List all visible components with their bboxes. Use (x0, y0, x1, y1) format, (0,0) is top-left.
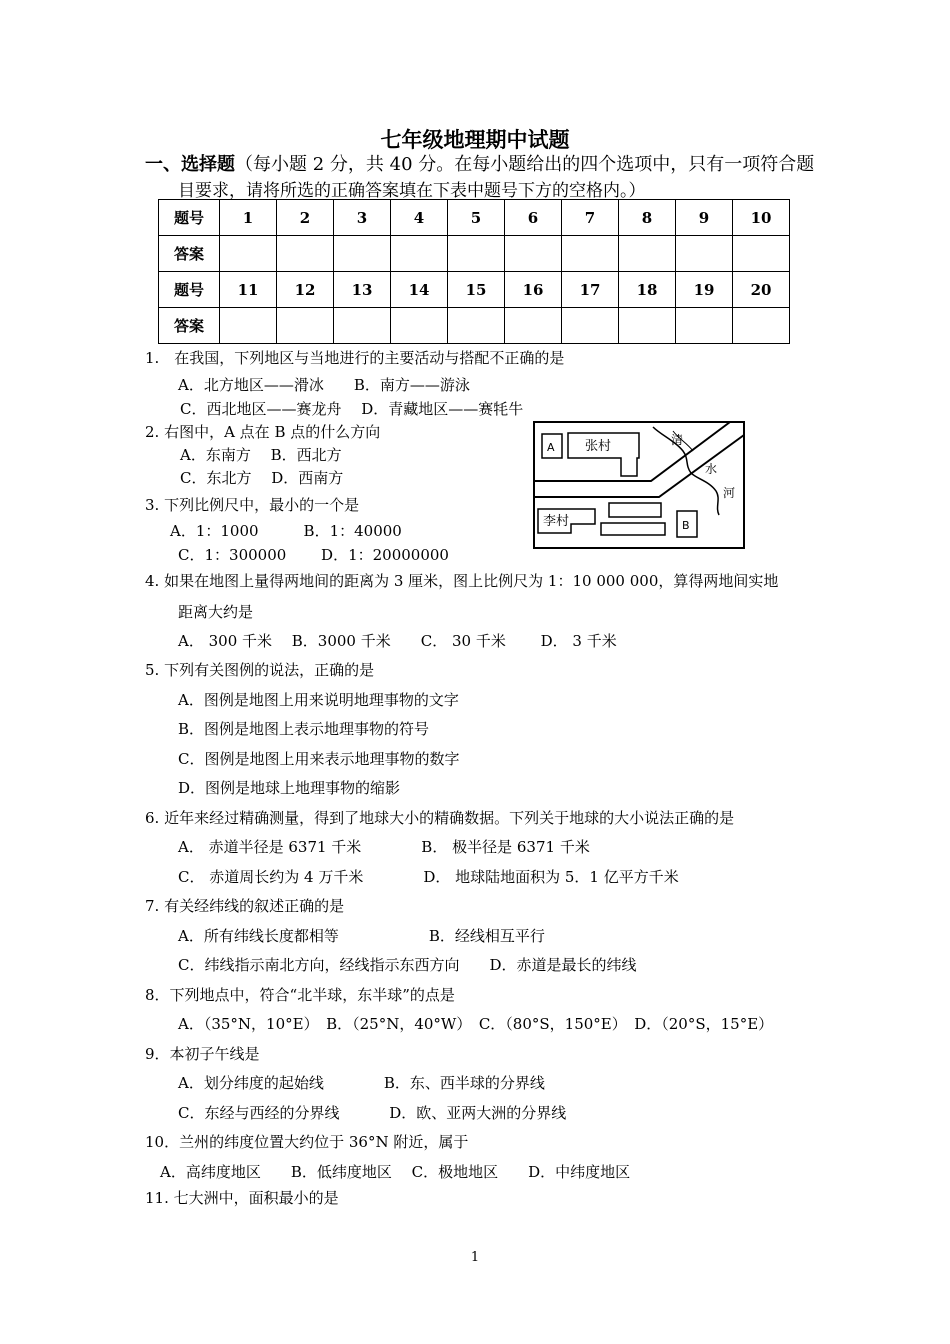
question-3-options-1: A．1：1000 B．1：40000 (170, 522, 402, 540)
table-cell: 7 (562, 200, 619, 236)
table-cell: 17 (562, 272, 619, 308)
question-9-options-1: A．划分纬度的起始线 B．东、西半球的分界线 (178, 1074, 545, 1092)
question-8-options-1: A．（35°N，10°E） B．（25°N，40°W） C．（80°S，150°E） D．（20°S，15°E） (178, 1015, 774, 1033)
question-1-stem: 1. 在我国，下列地区与当地进行的主要活动与搭配不正确的是 (145, 349, 565, 367)
answer-cell[interactable] (562, 308, 619, 344)
answer-cell[interactable] (448, 308, 505, 344)
question-6-options-2: C． 赤道周长约为 4 万千米 D． 地球陆地面积为 5．1 亿平方千米 (178, 868, 679, 886)
map-label-shui: 水 (705, 462, 718, 476)
question-11-stem: 11. 七大洲中，面积最小的是 (145, 1189, 339, 1207)
answer-cell[interactable] (676, 236, 733, 272)
map-label-qing: 清 (671, 433, 684, 447)
table-cell: 12 (277, 272, 334, 308)
table-cell-label: 答案 (159, 236, 220, 272)
map-label-licun: 李村 (543, 514, 570, 529)
question-3-options-2: C．1：300000 D．1：20000000 (178, 546, 449, 564)
map-block (609, 503, 661, 517)
table-cell: 13 (334, 272, 391, 308)
answer-cell[interactable] (391, 308, 448, 344)
question-3-stem: 3. 下列比例尺中，最小的一个是 (145, 496, 360, 514)
question-4-options-2: A． 300 千米 B．3000 千米 C． 30 千米 D． 3 千米 (178, 632, 617, 650)
question-5-option-c: C．图例是地图上用来表示地理事物的数字 (178, 750, 460, 768)
table-cell: 14 (391, 272, 448, 308)
answer-cell[interactable] (277, 236, 334, 272)
answer-cell[interactable] (220, 308, 277, 344)
answer-cell[interactable] (448, 236, 505, 272)
question-4-stem: 4. 如果在地图上量得两地间的距离为 3 厘米，图上比例尺为 1：10 000 000，算得两地间实地 (145, 572, 779, 590)
answer-cell[interactable] (505, 308, 562, 344)
map-label-zhangcun: 张村 (585, 439, 612, 454)
answer-cell[interactable] (391, 236, 448, 272)
table-cell: 11 (220, 272, 277, 308)
question-2-options-1: A．东南方 B．西北方 (180, 446, 342, 464)
question-2-stem: 2. 右图中，A 点在 B 点的什么方向 (145, 423, 381, 441)
table-cell: 15 (448, 272, 505, 308)
page-number: 1 (470, 1250, 480, 1265)
section-title: 一、选择题 (145, 154, 235, 175)
section-note-line2: 目要求，请将所选的正确答案填在下表中题号下方的空格内。） (178, 181, 646, 201)
question-7-stem: 7. 有关经纬线的叙述正确的是 (145, 897, 345, 915)
map-label-a: A (547, 441, 555, 454)
table-cell: 1 (220, 200, 277, 236)
map-label-b: B (682, 519, 690, 532)
table-cell: 8 (619, 200, 676, 236)
question-1-options-2: C．西北地区——赛龙舟 D．青藏地区——赛牦牛 (180, 400, 524, 418)
page-title: 七年级地理期中试题 (380, 127, 570, 152)
table-cell-label: 题号 (159, 200, 220, 236)
section-note-line1: （每小题 2 分，共 40 分。在每小题给出的四个选项中，只有一项符合题 (235, 154, 815, 175)
table-cell: 4 (391, 200, 448, 236)
question-6-options-1: A． 赤道半径是 6371 千米 B． 极半径是 6371 千米 (178, 838, 590, 856)
answer-cell[interactable] (220, 236, 277, 272)
answer-cell[interactable] (619, 236, 676, 272)
answer-cell[interactable] (733, 308, 790, 344)
table-cell: 9 (676, 200, 733, 236)
map-figure (533, 421, 745, 549)
question-5-option-d: D．图例是地球上地理事物的缩影 (178, 779, 401, 797)
map-label-he: 河 (723, 486, 736, 500)
table-row (159, 272, 790, 308)
question-7-options-2: C．纬线指示南北方向，经线指示东西方向 D．赤道是最长的纬线 (178, 956, 637, 974)
answer-table (158, 199, 790, 344)
table-cell: 20 (733, 272, 790, 308)
answer-cell[interactable] (676, 308, 733, 344)
table-cell: 5 (448, 200, 505, 236)
question-5-option-b: B．图例是地图上表示地理事物的符号 (178, 720, 430, 738)
question-10-stem: 10．兰州的纬度位置大约位于 36°N 附近，属于 (145, 1133, 469, 1151)
question-5-option-a: A．图例是地图上用来说明地理事物的文字 (178, 691, 459, 709)
table-cell: 16 (505, 272, 562, 308)
question-6-stem: 6. 近年来经过精确测量，得到了地球大小的精确数据。下列关于地球的大小说法正确的是 (145, 809, 735, 827)
table-cell: 10 (733, 200, 790, 236)
table-cell: 3 (334, 200, 391, 236)
table-cell: 2 (277, 200, 334, 236)
answer-cell[interactable] (733, 236, 790, 272)
answer-cell[interactable] (619, 308, 676, 344)
answer-cell[interactable] (334, 308, 391, 344)
section-heading (145, 150, 814, 176)
answer-cell[interactable] (562, 236, 619, 272)
question-2-options-2: C．东北方 D．西南方 (180, 469, 344, 487)
question-1-options-1: A．北方地区——滑冰 B．南方——游泳 (178, 376, 470, 394)
question-9-options-2: C．东经与西经的分界线 D．欧、亚两大洲的分界线 (178, 1104, 567, 1122)
table-cell-label: 答案 (159, 308, 220, 344)
table-row (159, 308, 790, 344)
map-block (601, 523, 665, 535)
table-cell: 6 (505, 200, 562, 236)
table-cell-label: 题号 (159, 272, 220, 308)
answer-cell[interactable] (334, 236, 391, 272)
question-10-options-1: A．高纬度地区 B．低纬度地区 C．极地地区 D．中纬度地区 (160, 1163, 631, 1181)
answer-cell[interactable] (277, 308, 334, 344)
question-7-options-1: A．所有纬线长度都相等 B．经线相互平行 (178, 927, 545, 945)
table-cell: 18 (619, 272, 676, 308)
table-row (159, 236, 790, 272)
question-8-stem: 8．下列地点中，符合“北半球，东半球”的点是 (145, 986, 455, 1004)
question-9-stem: 9．本初子午线是 (145, 1045, 260, 1063)
question-5-stem: 5. 下列有关图例的说法，正确的是 (145, 661, 375, 679)
table-row (159, 200, 790, 236)
answer-cell[interactable] (505, 236, 562, 272)
question-4-options-1: 距离大约是 (178, 603, 254, 621)
table-cell: 19 (676, 272, 733, 308)
